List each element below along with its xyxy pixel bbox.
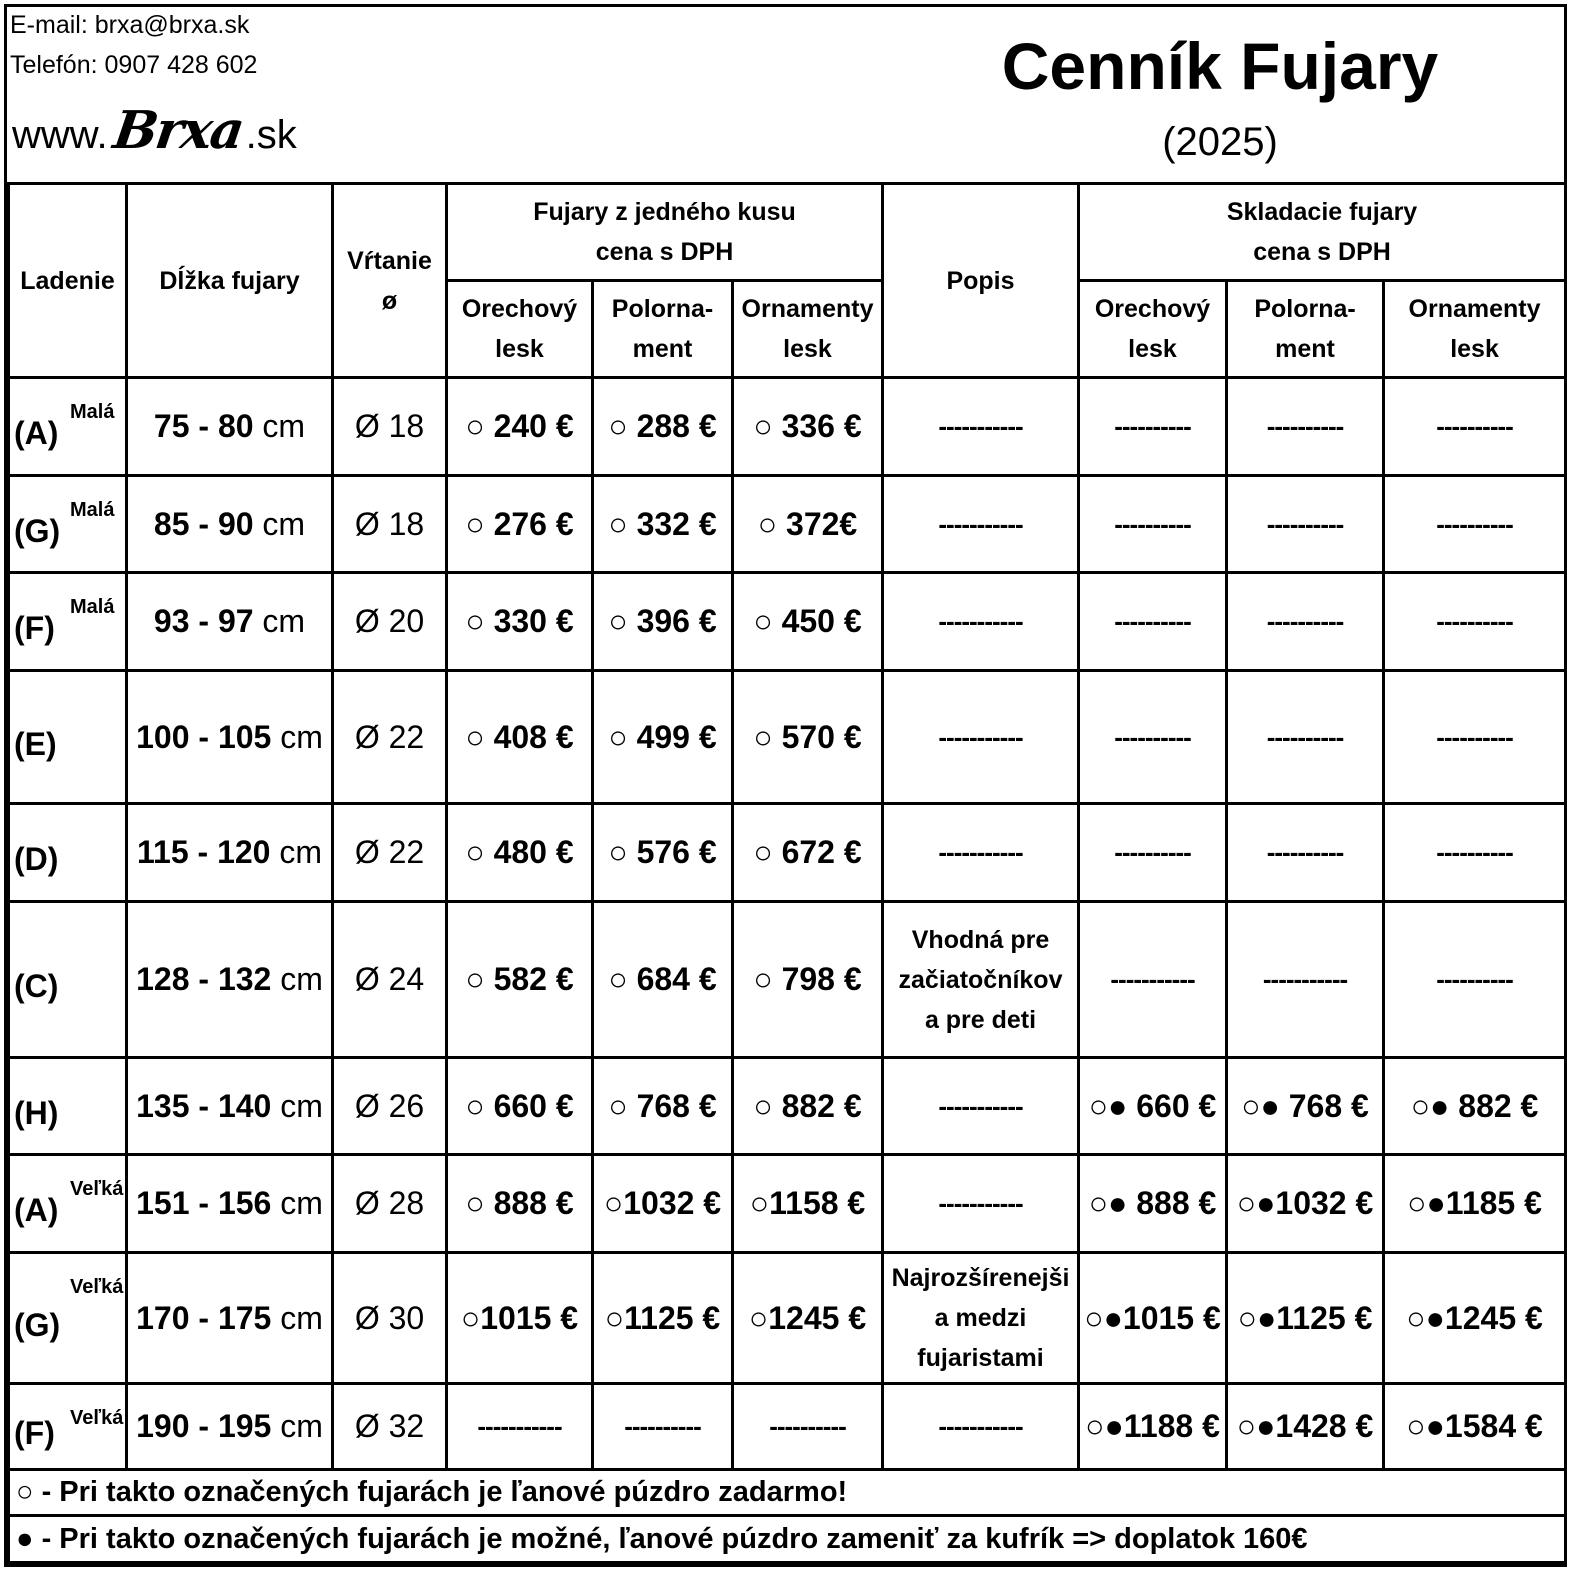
folding-walnut: ---------- <box>1079 804 1227 902</box>
tuning-cell <box>9 476 127 573</box>
header-walnut-l2: lesk <box>495 335 544 363</box>
folding-ornament: ---------- <box>1384 804 1566 902</box>
folding-walnut: ---------- <box>1079 671 1227 804</box>
price-walnut: ○1015 € <box>447 1253 593 1384</box>
folding-semi: ---------- <box>1227 573 1384 671</box>
header-walnut-l1: Orechový <box>461 295 578 323</box>
folding-walnut: ---------- <box>1079 378 1227 476</box>
price-semi: ○1032 € <box>593 1155 733 1253</box>
length-cell <box>127 902 333 1058</box>
tuning-cell <box>9 671 127 804</box>
length-cell <box>127 378 333 476</box>
length-unit: cm <box>271 718 323 755</box>
legend-row <box>9 1470 1566 1516</box>
tuning-note: (F) <box>14 610 55 646</box>
price-ornament: ○1158 € <box>733 1155 883 1253</box>
price-ornament: ○ 336 € <box>733 378 883 476</box>
length-cell <box>127 1058 333 1155</box>
header-folding-title: Skladacie fujary <box>1226 198 1418 226</box>
price-semi: ---------- <box>593 1384 733 1470</box>
header-one-piece <box>447 184 883 281</box>
header-one-piece-title: Fujary z jedného kusu <box>533 198 796 226</box>
legend-filled-circle: ● - Pri takto označených fujarách je možné, ľanové púzdro zameniť za kufrík => doplatok 160€ <box>9 1516 1566 1563</box>
legend-row <box>9 1516 1566 1563</box>
description-cell: ----------- <box>883 1058 1079 1155</box>
header-semi-l2: ment <box>632 335 693 363</box>
table-row <box>9 902 1566 1058</box>
folding-ornament: ○●1185 € <box>1384 1155 1566 1253</box>
price-ornament: ○ 672 € <box>733 804 883 902</box>
tuning-cell <box>9 573 127 671</box>
price-semi: ○ 499 € <box>593 671 733 804</box>
header-walnut-folding <box>1079 281 1227 378</box>
header-bore <box>333 184 447 378</box>
price-semi: ○ 396 € <box>593 573 733 671</box>
length-value: 85 - 90 <box>153 505 254 542</box>
description-line: a pre deti <box>924 1005 1037 1034</box>
price-semi: ○ 768 € <box>593 1058 733 1155</box>
length-unit: cm <box>271 1299 323 1336</box>
bore-cell: Ø 22 <box>333 671 447 804</box>
length-unit: cm <box>271 961 323 997</box>
folding-ornament: ---------- <box>1384 476 1566 573</box>
price-ornament: ○ 570 € <box>733 671 883 804</box>
description-line: fujaristami <box>917 1344 1044 1372</box>
length-unit: cm <box>271 1185 323 1221</box>
header-semi-l1: Polorna- <box>611 295 714 323</box>
header-one-piece-vat: cena s DPH <box>595 238 734 266</box>
description-line: Najrozšírenejši <box>891 1264 1070 1292</box>
folding-ornament: ---------- <box>1384 902 1566 1058</box>
price-semi: ○ 332 € <box>593 476 733 573</box>
legend-hollow-circle: ○ - Pri takto označených fujarách je ľanové púzdro zadarmo! <box>9 1470 1566 1516</box>
table-row <box>9 671 1566 804</box>
bore-cell: Ø 32 <box>333 1384 447 1470</box>
price-ornament: ---------- <box>733 1384 883 1470</box>
price-walnut: ----------- <box>447 1384 593 1470</box>
price-semi: ○ 684 € <box>593 902 733 1058</box>
folding-walnut: ○●1188 € <box>1079 1384 1227 1470</box>
brxa-logo: Brxa <box>109 100 246 161</box>
description-cell: ----------- <box>883 1155 1079 1253</box>
tuning-cell <box>9 902 127 1058</box>
length-unit: cm <box>253 408 306 444</box>
length-unit: cm <box>253 505 306 542</box>
table-row <box>9 1058 1566 1155</box>
bore-cell: Ø 22 <box>333 804 447 902</box>
length-value: 75 - 80 <box>153 408 254 444</box>
price-walnut: ○ 582 € <box>447 902 593 1058</box>
folding-semi: ○●1032 € <box>1227 1155 1384 1253</box>
length-cell <box>127 573 333 671</box>
price-semi: ○ 576 € <box>593 804 733 902</box>
folding-semi: ○●1125 € <box>1227 1253 1384 1384</box>
price-semi: ○ 288 € <box>593 378 733 476</box>
length-value: 115 - 120 <box>137 834 271 870</box>
header-ornament-folding <box>1384 281 1566 378</box>
tuning-note: (E) <box>14 725 57 762</box>
header-semi-one-piece <box>593 281 733 378</box>
tuning-note: (H) <box>14 1094 59 1131</box>
description-cell: ----------- <box>883 573 1079 671</box>
price-ornament: ○ 882 € <box>733 1058 883 1155</box>
size-label: Malá <box>70 401 115 423</box>
header-length: Dĺžka fujary <box>127 184 333 378</box>
price-walnut: ○ 660 € <box>447 1058 593 1155</box>
header-tuning: Ladenie <box>9 184 127 378</box>
length-value: 135 - 140 <box>136 1087 272 1124</box>
price-ornament: ○ 798 € <box>733 902 883 1058</box>
length-cell <box>127 1384 333 1470</box>
bore-cell: Ø 28 <box>333 1155 447 1253</box>
table-row <box>9 1253 1566 1384</box>
folding-semi: ○●1428 € <box>1227 1384 1384 1470</box>
tuning-cell <box>9 378 127 476</box>
length-cell <box>127 1253 333 1384</box>
tuning-note: (A) <box>14 1192 59 1228</box>
description-cell <box>883 902 1079 1058</box>
tuning-note: (C) <box>14 968 59 1004</box>
price-ornament: ○ 372€ <box>733 476 883 573</box>
description-cell: ----------- <box>883 378 1079 476</box>
price-ornament: ○1245 € <box>733 1253 883 1384</box>
length-value: 128 - 132 <box>136 961 272 997</box>
folding-semi: ---------- <box>1227 804 1384 902</box>
description-line: a medzi <box>934 1304 1027 1332</box>
tuning-note: (G) <box>14 1306 61 1343</box>
description-cell <box>883 1253 1079 1384</box>
folding-semi: ---------- <box>1227 671 1384 804</box>
folding-ornament: ---------- <box>1384 573 1566 671</box>
header-folding <box>1079 184 1566 281</box>
description-cell: ----------- <box>883 804 1079 902</box>
price-walnut: ○ 330 € <box>447 573 593 671</box>
folding-walnut: ---------- <box>1079 476 1227 573</box>
tuning-note: (D) <box>14 841 59 877</box>
header-ornament-l1: Ornamenty <box>1408 295 1541 323</box>
page-title: Cenník Fujary <box>1001 29 1439 103</box>
bore-cell: Ø 30 <box>333 1253 447 1384</box>
length-unit: cm <box>253 603 306 639</box>
folding-ornament: ○● 882 € <box>1384 1058 1566 1155</box>
price-walnut: ○ 408 € <box>447 671 593 804</box>
description-cell: ----------- <box>883 1384 1079 1470</box>
length-cell <box>127 804 333 902</box>
header-semi-folding <box>1227 281 1384 378</box>
length-cell <box>127 476 333 573</box>
table-row <box>9 476 1566 573</box>
size-label: Veľká <box>70 1276 124 1298</box>
length-unit: cm <box>271 1408 323 1444</box>
folding-semi: ---------- <box>1227 476 1384 573</box>
tuning-cell <box>9 1384 127 1470</box>
size-label: Veľká <box>70 1178 124 1200</box>
tuning-cell <box>9 1253 127 1384</box>
price-ornament: ○ 450 € <box>733 573 883 671</box>
size-label: Veľká <box>70 1407 124 1429</box>
table-row <box>9 573 1566 671</box>
header-folding-vat: cena s DPH <box>1253 238 1391 266</box>
folding-semi: ----------- <box>1227 902 1384 1058</box>
table-row <box>9 378 1566 476</box>
contact-email: E-mail: brxa@brxa.sk <box>10 11 250 39</box>
website-suffix: .sk <box>245 113 297 157</box>
header-bore-symbol: ø <box>381 286 398 315</box>
bore-cell: Ø 24 <box>333 902 447 1058</box>
tuning-cell <box>9 804 127 902</box>
description-cell: ----------- <box>883 671 1079 804</box>
tuning-note: (A) <box>14 415 59 451</box>
tuning-cell <box>9 1155 127 1253</box>
page-year: (2025) <box>1162 120 1278 164</box>
folding-walnut: ○● 888 € <box>1079 1155 1227 1253</box>
price-walnut: ○ 240 € <box>447 378 593 476</box>
description-cell: ----------- <box>883 476 1079 573</box>
bore-cell: Ø 26 <box>333 1058 447 1155</box>
header-walnut-l1: Orechový <box>1094 295 1211 323</box>
tuning-cell <box>9 1058 127 1155</box>
length-cell <box>127 671 333 804</box>
table-row <box>9 1384 1566 1470</box>
header-description: Popis <box>883 184 1079 378</box>
folding-walnut: ○● 660 € <box>1079 1058 1227 1155</box>
header-bore-label: Vŕtanie <box>347 246 432 275</box>
website-prefix: www. <box>12 113 108 157</box>
length-unit: cm <box>271 1087 323 1124</box>
header-walnut-l2: lesk <box>1128 335 1177 363</box>
bore-cell: Ø 18 <box>333 476 447 573</box>
length-cell <box>127 1155 333 1253</box>
folding-walnut: ---------- <box>1079 573 1227 671</box>
folding-semi: ○● 768 € <box>1227 1058 1384 1155</box>
price-walnut: ○ 888 € <box>447 1155 593 1253</box>
size-label: Malá <box>70 596 115 618</box>
tuning-note: (G) <box>14 512 61 549</box>
price-table <box>7 182 1567 1564</box>
folding-ornament: ---------- <box>1384 378 1566 476</box>
folding-walnut: ○●1015 € <box>1079 1253 1227 1384</box>
header-ornament-l2: lesk <box>1450 335 1499 363</box>
header-ornament-one-piece <box>733 281 883 378</box>
folding-semi: ---------- <box>1227 378 1384 476</box>
bore-cell: Ø 18 <box>333 378 447 476</box>
length-value: 93 - 97 <box>153 603 254 639</box>
description-line: Vhodná pre <box>911 925 1050 954</box>
table-row <box>9 804 1566 902</box>
bore-cell: Ø 20 <box>333 573 447 671</box>
folding-ornament: ○●1245 € <box>1384 1253 1566 1384</box>
length-value: 170 - 175 <box>136 1299 272 1336</box>
price-semi: ○1125 € <box>593 1253 733 1384</box>
length-value: 100 - 105 <box>136 718 272 755</box>
description-line: začiatočníkov <box>898 965 1063 994</box>
folding-ornament: ---------- <box>1384 671 1566 804</box>
contact-phone: Telefón: 0907 428 602 <box>10 51 258 79</box>
website-link[interactable] <box>12 100 297 161</box>
price-walnut: ○ 480 € <box>447 804 593 902</box>
header-ornament-l2: lesk <box>783 335 832 363</box>
tuning-note: (F) <box>14 1415 55 1451</box>
folding-walnut: ----------- <box>1079 902 1227 1058</box>
size-label: Malá <box>70 499 115 521</box>
header-semi-l2: ment <box>1275 335 1335 363</box>
price-walnut: ○ 276 € <box>447 476 593 573</box>
length-value: 151 - 156 <box>136 1185 272 1221</box>
header-semi-l1: Polorna- <box>1254 295 1356 323</box>
folding-ornament: ○●1584 € <box>1384 1384 1566 1470</box>
header-ornament-l1: Ornamenty <box>741 295 874 323</box>
table-row <box>9 1155 1566 1253</box>
length-value: 190 - 195 <box>136 1408 272 1444</box>
length-unit: cm <box>270 834 322 870</box>
header-walnut-one-piece <box>447 281 593 378</box>
